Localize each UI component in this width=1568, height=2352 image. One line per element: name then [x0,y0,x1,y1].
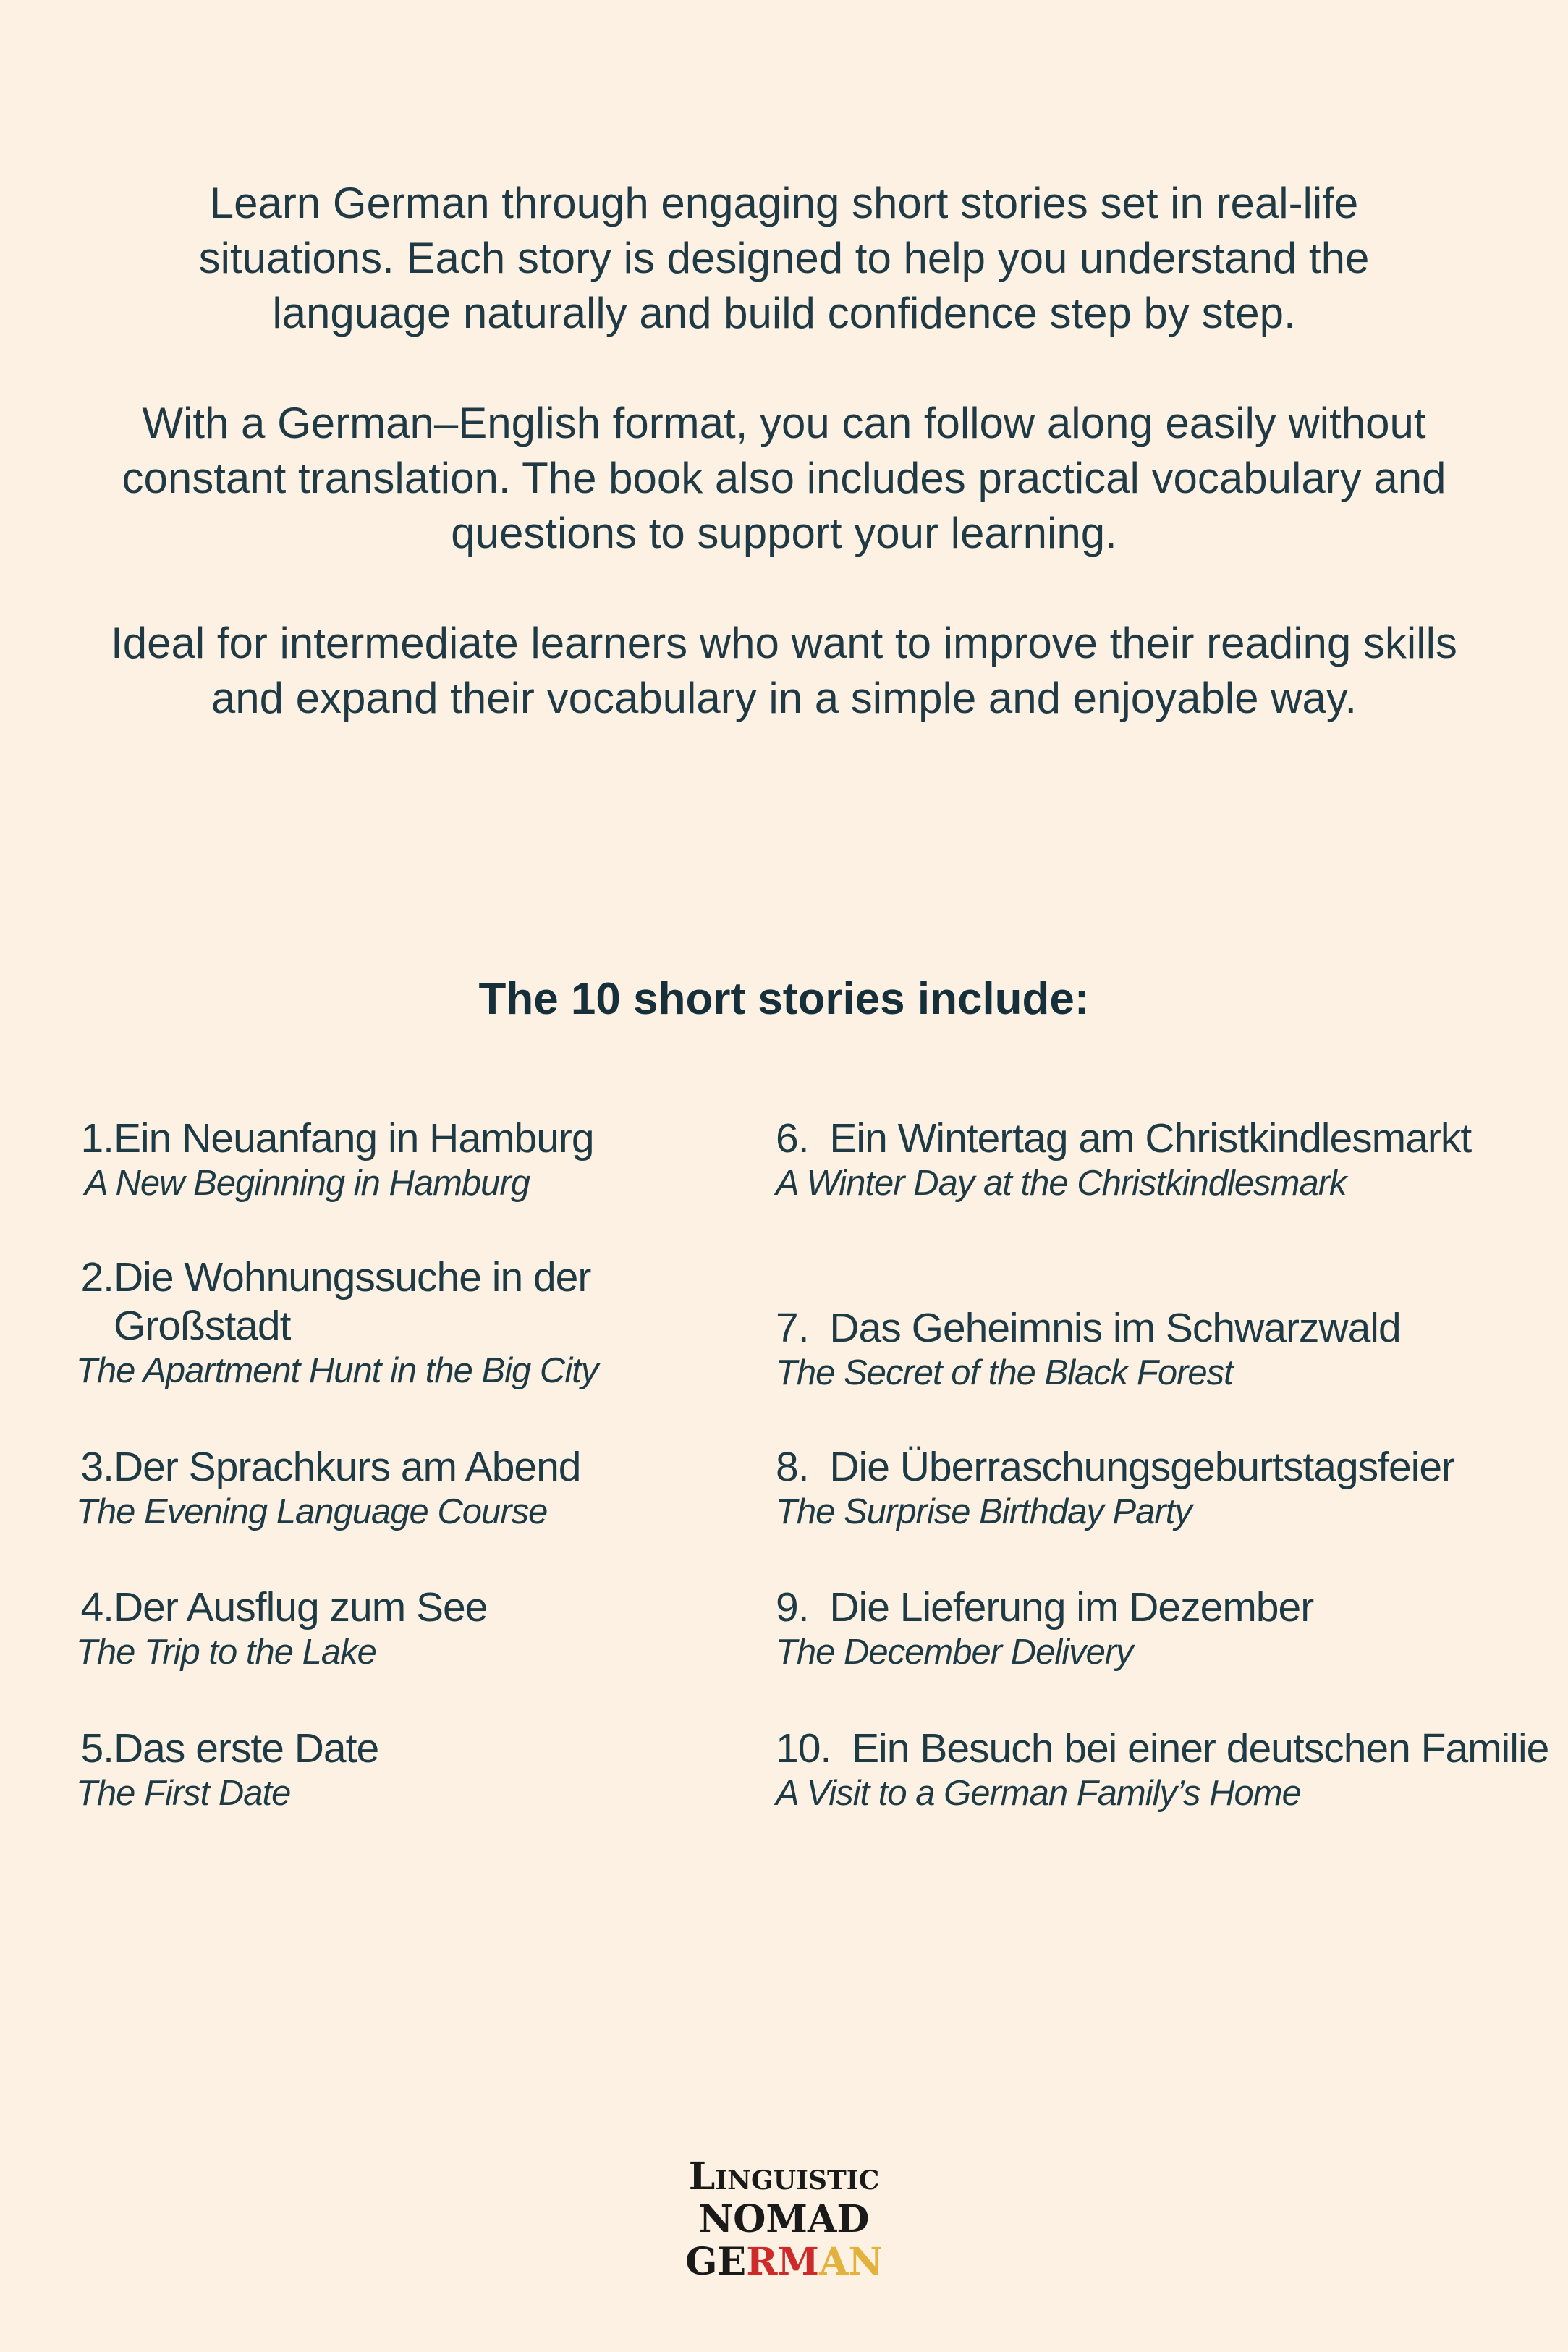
logo-line-nomad: NOMAD [698,2197,870,2241]
story-title: Der Sprachkurs am Abend [114,1444,581,1490]
story-subtitle: The Trip to the Lake [76,1633,376,1672]
intro-paragraph: Learn German through engaging short stories set in real-life situations. Each story is designed to help you understand the language naturally and build confidence step by step. [198,179,1370,337]
stories-heading: The 10 short stories include: [478,974,1090,1024]
logo-letter-group: RM [746,2240,819,2284]
story-number: 10. [776,1725,831,1772]
story-item [776,1443,1557,1533]
story-title: Das erste Date [114,1725,379,1772]
story-number: 9. [776,1584,809,1630]
story-item [776,1304,1557,1394]
story-subtitle: A Visit to a German Family’s Home [776,1774,1301,1813]
story-title: Ein Wintertag am Christkindlesmarkt [829,1115,1472,1162]
story-subtitle: The Evening Language Course [76,1492,548,1531]
story-title: Die Lieferung im Dezember [829,1584,1314,1630]
story-title: Die Wohnungssuche in der Großstadt [114,1254,591,1349]
logo-letter-group: AN [818,2240,883,2284]
story-item [776,1583,1557,1673]
intro-text [109,176,1459,781]
story-item [776,1725,1557,1814]
story-title: Der Ausflug zum See [114,1584,488,1630]
story-number: 1. [80,1115,114,1162]
story-item [76,1253,727,1392]
story-item [76,1114,727,1204]
story-item [76,1583,727,1673]
story-number: 7. [776,1305,809,1351]
story-item [776,1114,1557,1204]
story-number: 2. [80,1254,114,1300]
intro-paragraph: With a German–English format, you can follow along easily without constant translation. The book also includes practical vocabulary and questions to support your learning. [122,399,1446,557]
story-title: Das Geheimnis im Schwarzwald [829,1305,1401,1351]
logo-line-german [0,2241,1568,2283]
story-title: Ein Neuanfang in Hamburg [114,1115,594,1162]
story-subtitle: A Winter Day at the Christkindlesmark [776,1164,1347,1203]
story-item [76,1725,727,1814]
story-subtitle: The Surprise Birthday Party [776,1492,1192,1531]
story-number: 3. [80,1444,114,1490]
story-number: 5. [80,1725,114,1772]
story-item [76,1443,727,1533]
intro-paragraph: Ideal for intermediate learners who want to improve their reading skills and expand their vocabulary in a simple and enjoyable way. [111,619,1457,722]
story-title: Die Überraschungsgeburtstagsfeier [829,1444,1455,1490]
story-title: Ein Besuch bei einer deutschen Familie [852,1725,1549,1772]
story-subtitle: The December Delivery [776,1633,1133,1672]
logo-line-linguistic: Linguistic [688,2154,880,2199]
logo-letter-group: GE [685,2240,747,2284]
publisher-logo [0,2155,1568,2283]
story-subtitle: The Secret of the Black Forest [776,1353,1233,1392]
story-subtitle: A New Beginning in Hamburg [85,1164,530,1203]
story-number: 8. [776,1444,809,1490]
story-number: 6. [776,1115,809,1162]
story-subtitle: The First Date [76,1774,291,1813]
story-number: 4. [80,1584,114,1630]
story-subtitle: The Apartment Hunt in the Big City [76,1351,598,1390]
